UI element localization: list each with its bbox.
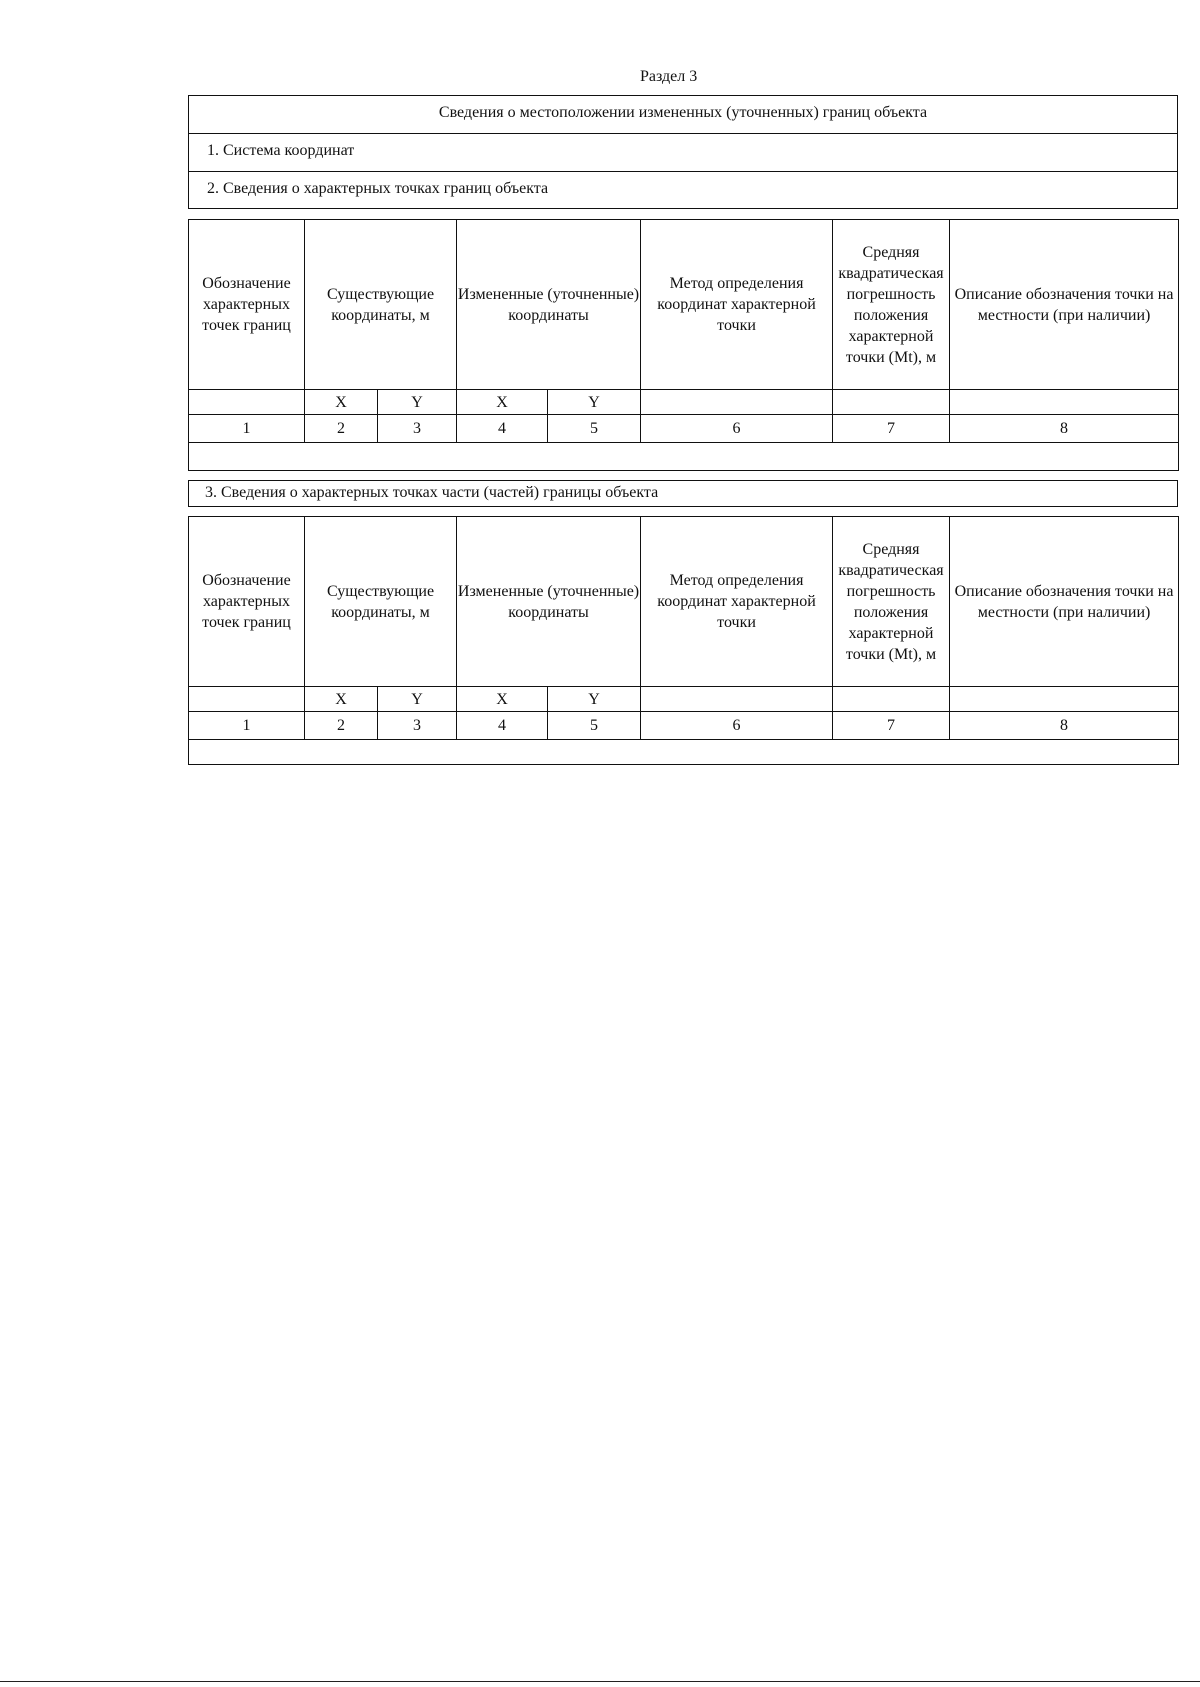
header-x: X: [305, 390, 378, 415]
coordinate-system-label: 1. Система координат: [207, 142, 355, 159]
empty-cell: [950, 687, 1179, 712]
column-number: 6: [641, 712, 833, 740]
header-y: Y: [378, 687, 457, 712]
column-number: 2: [305, 415, 378, 443]
header-method: Метод определения координат характерной точки: [641, 220, 833, 390]
empty-cell: [950, 390, 1179, 415]
part-points-heading: 3. Сведения о характерных точках части (частей) границы объекта: [205, 484, 659, 501]
empty-cell: [833, 687, 950, 712]
column-number: 7: [833, 415, 950, 443]
header-x: X: [457, 687, 548, 712]
column-number: 8: [950, 712, 1179, 740]
column-number: 4: [457, 415, 548, 443]
section-title: Раздел 3: [640, 68, 698, 85]
header-changed-coordinates: Измененные (уточненные) координаты: [457, 517, 641, 687]
empty-cell: [189, 687, 305, 712]
empty-cell: [641, 390, 833, 415]
header-y: Y: [548, 687, 641, 712]
column-number: 1: [189, 712, 305, 740]
column-number: 5: [548, 415, 641, 443]
header-point-designation: Обозначение характерных точек границ: [189, 220, 305, 390]
boundary-points-table: [188, 219, 1179, 471]
part-points-table: [188, 516, 1179, 765]
boundaries-box: [188, 95, 1178, 209]
empty-cell: [189, 390, 305, 415]
empty-data-row: [189, 443, 1179, 471]
header-changed-coordinates: Измененные (уточненные) координаты: [457, 220, 641, 390]
part-points-box: [188, 480, 1178, 507]
header-y: Y: [378, 390, 457, 415]
column-number: 1: [189, 415, 305, 443]
column-number: 2: [305, 712, 378, 740]
header-rms-error: Средняя квадратическая погрешность положения характерной точки (Mt), м: [833, 220, 950, 390]
header-y: Y: [548, 390, 641, 415]
header-point-designation: Обозначение характерных точек границ: [189, 517, 305, 687]
page-bottom-edge: [0, 1681, 1200, 1682]
empty-data-row: [189, 740, 1179, 765]
column-number: 3: [378, 712, 457, 740]
boundaries-heading: Сведения о местоположении измененных (уточненных) границ объекта: [438, 104, 928, 121]
header-existing-coordinates: Существующие координаты, м: [305, 220, 457, 390]
column-number: 6: [641, 415, 833, 443]
divider: [189, 133, 1177, 134]
column-number: 7: [833, 712, 950, 740]
header-rms-error: Средняя квадратическая погрешность положения характерной точки (Mt), м: [833, 517, 950, 687]
column-number: 8: [950, 415, 1179, 443]
column-number: 4: [457, 712, 548, 740]
header-description: Описание обозначения точки на местности (при наличии): [950, 220, 1179, 390]
divider: [189, 171, 1177, 172]
header-existing-coordinates: Существующие координаты, м: [305, 517, 457, 687]
header-x: X: [457, 390, 548, 415]
empty-cell: [641, 687, 833, 712]
header-method: Метод определения координат характерной точки: [641, 517, 833, 687]
header-description: Описание обозначения точки на местности (при наличии): [950, 517, 1179, 687]
column-number: 3: [378, 415, 457, 443]
boundary-points-label: 2. Сведения о характерных точках границ объекта: [207, 180, 549, 197]
column-number: 5: [548, 712, 641, 740]
empty-cell: [833, 390, 950, 415]
header-x: X: [305, 687, 378, 712]
